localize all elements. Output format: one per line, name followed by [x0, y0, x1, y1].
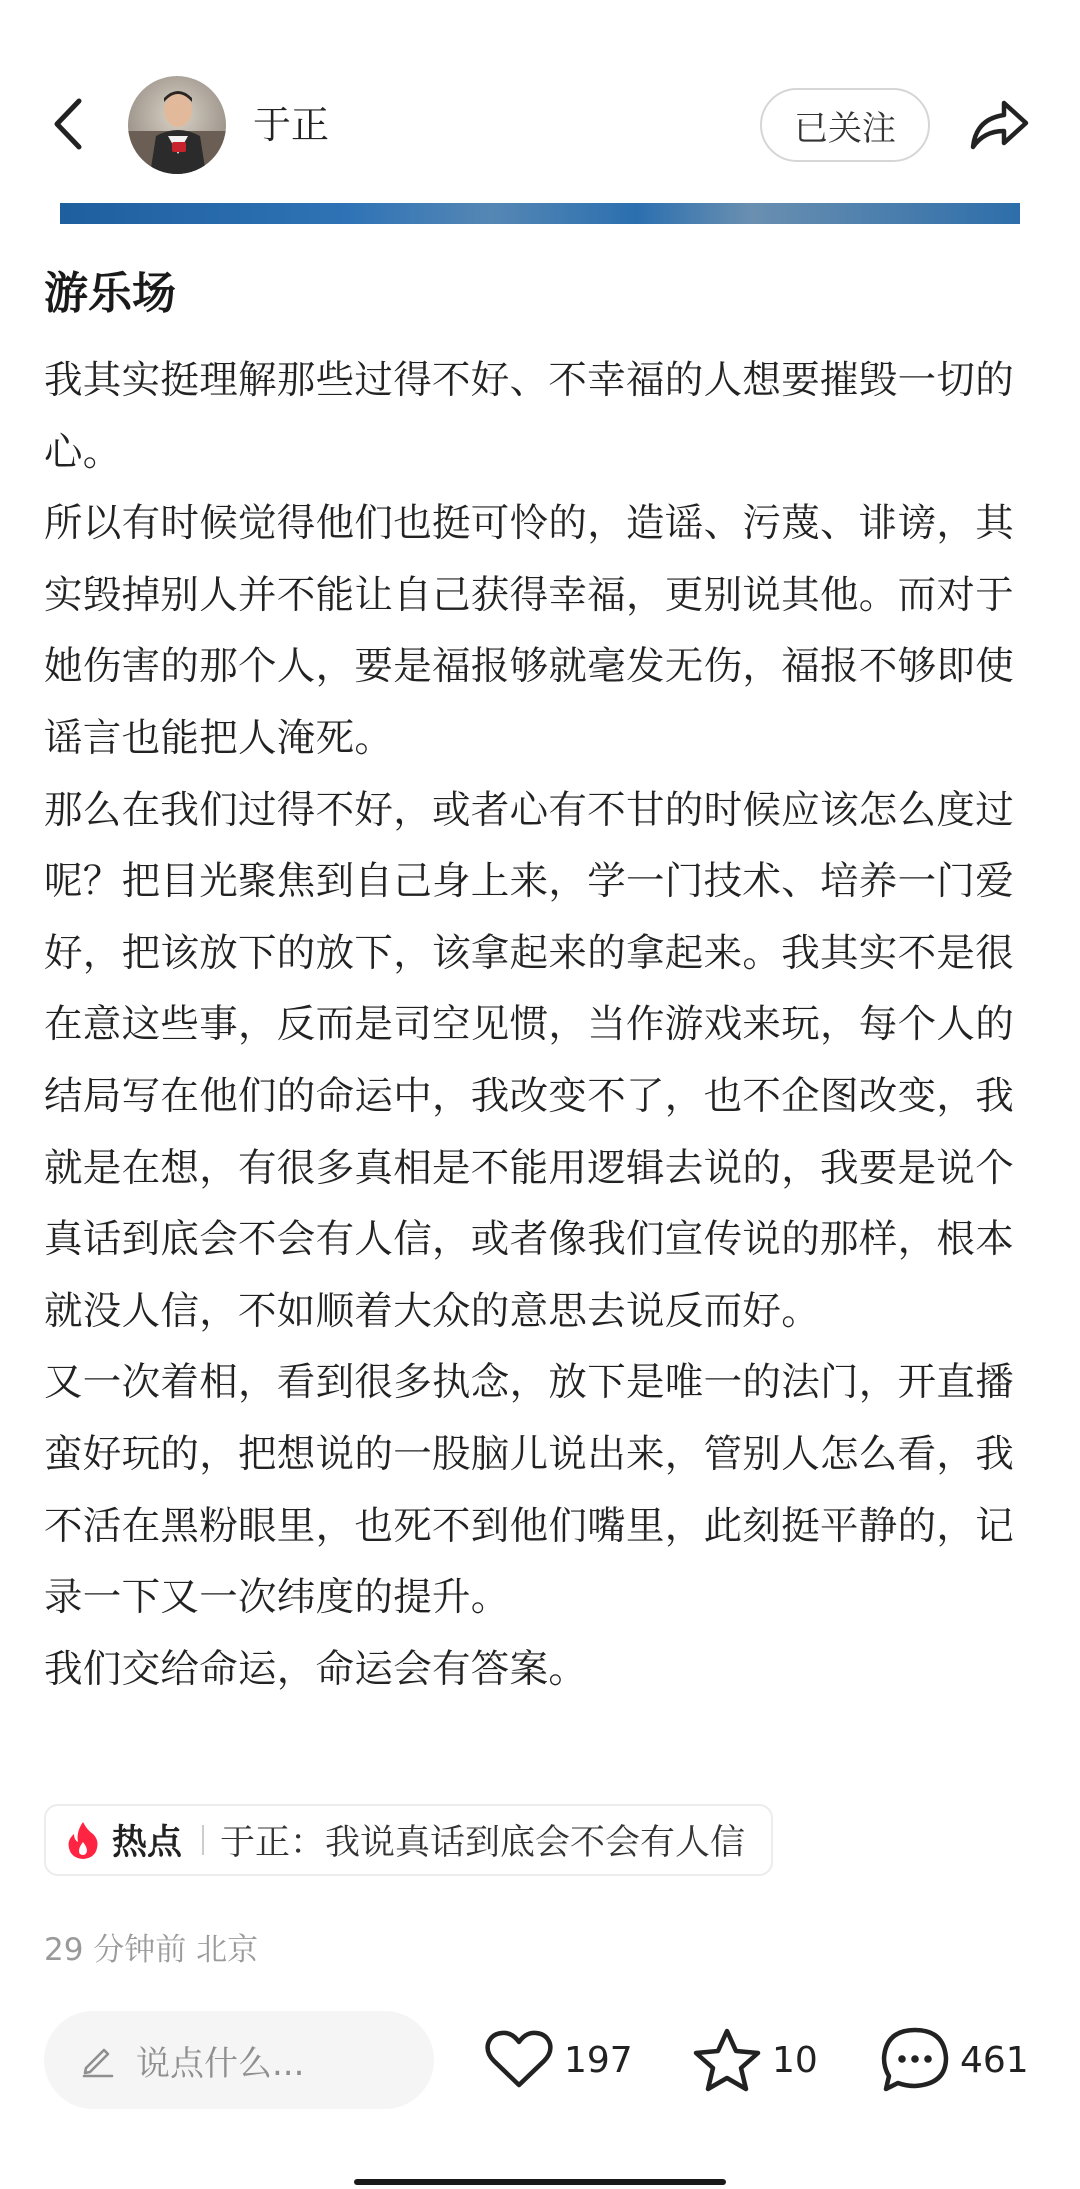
pencil-icon	[78, 2040, 118, 2080]
home-indicator	[354, 2179, 726, 2185]
like-button[interactable]	[484, 2025, 633, 2095]
star-icon	[692, 2027, 762, 2093]
post-location: 北京	[196, 1932, 259, 1968]
hot-topic-tag[interactable]	[44, 1804, 773, 1876]
like-count: 197	[564, 2039, 633, 2081]
article-paragraph: 我们交给命运，命运会有答案。	[44, 1646, 588, 1692]
post-meta	[44, 1930, 258, 1970]
divider	[202, 1825, 204, 1855]
avatar-image	[128, 76, 226, 174]
follow-button[interactable]: 已关注	[760, 88, 930, 162]
article-body	[44, 345, 1014, 1705]
hot-label: 热点	[112, 1823, 183, 1863]
bottom-action-bar	[0, 1975, 1080, 2189]
top-navigation-bar	[0, 0, 1080, 200]
article-paragraph: 那么在我们过得不好，或者心有不甘的时候应该怎么度过呢？把目光聚焦到自己身上来，学一门技术、培养一门爱好，把该放下的放下，该拿起来的拿起来。我其实不是很在意这些事，反而是司空见惯，当作游戏来玩，每个人的结局写在他们的命运中，我改变不了，也不企图改变，我就是在想，有很多真相是不能用逻辑去说的，我要是说个真话到底会不会有人信，或者像我们宣传说的那样，根本就没人信，不如顺着大众的意思去说反而好。	[44, 787, 1015, 1334]
author-avatar[interactable]	[128, 76, 226, 174]
share-arrow-icon	[968, 97, 1030, 153]
speech-bubble-icon	[880, 2026, 950, 2094]
cover-image-bottom-edge	[60, 203, 1020, 224]
heart-icon	[484, 2029, 554, 2091]
back-button[interactable]	[44, 94, 92, 154]
article-paragraph: 又一次着相，看到很多执念，放下是唯一的法门，开直播蛮好玩的，把想说的一股脑儿说出来，管别人怎么看，我不活在黑粉眼里，也死不到他们嘴里，此刻挺平静的，记录一下又一次纬度的提升。	[44, 1360, 1015, 1621]
hot-topic-text: 于正：我说真话到底会不会有人信	[220, 1823, 746, 1863]
favorite-count: 10	[772, 2039, 818, 2081]
share-button[interactable]	[964, 92, 1034, 158]
comment-button[interactable]	[880, 2025, 1029, 2095]
fire-icon	[66, 1820, 100, 1860]
comment-placeholder: 说点什么...	[136, 2043, 305, 2084]
author-name[interactable]: 于正	[253, 103, 330, 147]
article-paragraph: 我其实挺理解那些过得不好、不幸福的人想要摧毁一切的心。	[44, 358, 1015, 475]
post-time: 29 分钟前	[44, 1932, 187, 1968]
chevron-left-icon	[53, 97, 83, 151]
article-title: 游乐场	[44, 268, 176, 319]
comment-count: 461	[960, 2039, 1029, 2081]
favorite-button[interactable]	[692, 2025, 818, 2095]
article-paragraph: 所以有时候觉得他们也挺可怜的，造谣、污蔑、诽谤，其实毁掉别人并不能让自己获得幸福，更别说其他。而对于她伤害的那个人，要是福报够就毫发无伤，福报不够即使谣言也能把人淹死。	[44, 501, 1015, 761]
comment-input[interactable]	[44, 2011, 434, 2109]
